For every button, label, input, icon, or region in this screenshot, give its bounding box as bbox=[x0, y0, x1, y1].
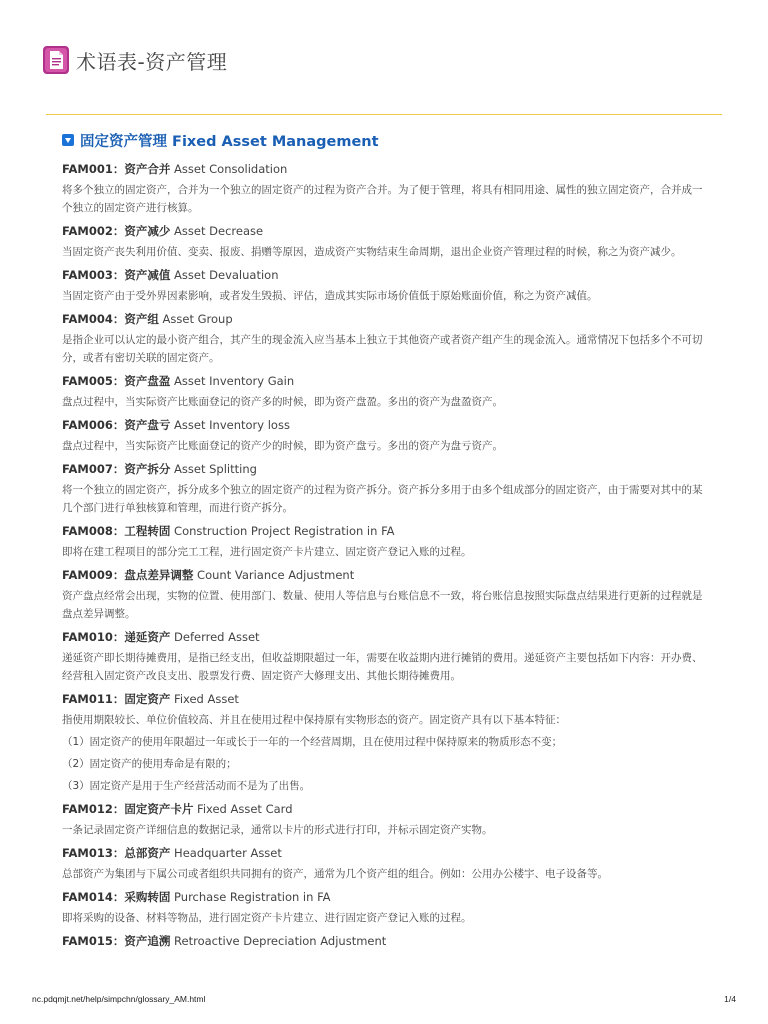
term-english: Deferred Asset bbox=[174, 630, 260, 644]
term-heading bbox=[62, 265, 712, 285]
section-heading: 固定资产管理 Fixed Asset Management bbox=[80, 133, 379, 150]
term-definition: 将多个独立的固定资产，合并为一个独立的固定资产的过程为资产合并。为了便于管理，将具有相同用途、属性的独立固定资产，合并成一个独立的固定资产进行核算。 bbox=[62, 184, 703, 214]
term-heading bbox=[62, 309, 712, 329]
term-heading bbox=[62, 689, 712, 709]
term-heading bbox=[62, 521, 712, 541]
term-english: Fixed Asset Card bbox=[197, 802, 293, 816]
term-code: FAM015：资产追溯 bbox=[62, 934, 171, 948]
term-english: Asset Consolidation bbox=[174, 162, 288, 176]
term-definition: 一条记录固定资产详细信息的数据记录，通常以卡片的形式进行打印，并标示固定资产实物。 bbox=[62, 824, 493, 836]
term-heading bbox=[62, 843, 712, 863]
term-definition: （1）固定资产的使用年限超过一年或长于一年的一个经营周期，且在使用过程中保持原来的物质形态不变； bbox=[62, 736, 563, 748]
term-code: FAM014：采购转固 bbox=[62, 890, 171, 904]
term-definition: （3）固定资产是用于生产经营活动而不是为了出售。 bbox=[62, 780, 311, 792]
term-english: Asset Splitting bbox=[174, 462, 257, 476]
footer-url: nc.pdqmjt.net/help/simpchn/glossary_AM.html bbox=[32, 994, 206, 1004]
term-definition: 当固定资产丧失利用价值、变卖、报废、捐赠等原因，造成资产实物结束生命周期，退出企业资产管理过程的时候，称之为资产减少。 bbox=[62, 246, 682, 258]
term-list bbox=[62, 159, 712, 951]
term-definition: 是指企业可以认定的最小资产组合，其产生的现金流入应当基本上独立于其他资产或者资产组产生的现金流入。通常情况下包括多个不可切分，或者有密切关联的固定资产。 bbox=[62, 334, 703, 364]
term-definition: 总部资产为集团与下属公司或者组织共同拥有的资产，通常为几个资产组的组合。例如：公用办公楼宇、电子设备等。 bbox=[62, 868, 608, 880]
term-definition: （2）固定资产的使用寿命是有限的； bbox=[62, 758, 237, 770]
term-definition: 盘点过程中，当实际资产比账面登记的资产少的时候，即为资产盘亏。多出的资产为盘亏资产。 bbox=[62, 440, 503, 452]
term-heading bbox=[62, 931, 712, 951]
term-code: FAM012：固定资产卡片 bbox=[62, 802, 194, 816]
page-title: 术语表-资产管理 bbox=[76, 49, 228, 74]
term-heading bbox=[62, 159, 712, 179]
term-english: Count Variance Adjustment bbox=[197, 568, 355, 582]
term-english: Purchase Registration in FA bbox=[174, 890, 331, 904]
document-icon bbox=[42, 45, 70, 75]
term-heading bbox=[62, 415, 712, 435]
term-code: FAM013：总部资产 bbox=[62, 846, 171, 860]
term-code: FAM006：资产盘亏 bbox=[62, 418, 171, 432]
term-code: FAM002：资产减少 bbox=[62, 224, 171, 238]
term-code: FAM008：工程转固 bbox=[62, 524, 171, 538]
footer-page-number: 1/4 bbox=[724, 994, 736, 1004]
glossary-section bbox=[62, 130, 712, 951]
page-header bbox=[42, 42, 227, 78]
term-code: FAM009：盘点差异调整 bbox=[62, 568, 194, 582]
term-heading bbox=[62, 887, 712, 907]
term-code: FAM010：递延资产 bbox=[62, 630, 171, 644]
term-code: FAM011：固定资产 bbox=[62, 692, 171, 706]
header-divider bbox=[46, 114, 722, 115]
term-code: FAM001：资产合并 bbox=[62, 162, 171, 176]
term-definition: 当固定资产由于受外界因素影响，或者发生毁损、评估，造成其实际市场价值低于原始账面价值，称之为资产减值。 bbox=[62, 290, 598, 302]
term-definition: 即将采购的设备、材料等物品，进行固定资产卡片建立、进行固定资产登记入账的过程。 bbox=[62, 912, 472, 924]
term-english: Asset Devaluation bbox=[174, 268, 279, 282]
term-heading bbox=[62, 799, 712, 819]
term-code: FAM005：资产盘盈 bbox=[62, 374, 171, 388]
term-english: Asset Decrease bbox=[174, 224, 264, 238]
term-definition: 资产盘点经常会出现，实物的位置、使用部门、数量、使用人等信息与台账信息不一致，将台账信息按照实际盘点结果进行更新的过程就是盘点差异调整。 bbox=[62, 590, 703, 620]
term-heading bbox=[62, 371, 712, 391]
term-definition: 指使用期限较长、单位价值较高、并且在使用过程中保持原有实物形态的资产。固定资产具有以下基本特征： bbox=[62, 714, 566, 726]
term-english: Asset Inventory loss bbox=[174, 418, 290, 432]
collapse-toggle-icon[interactable] bbox=[62, 134, 74, 146]
term-english: Construction Project Registration in FA bbox=[174, 524, 395, 538]
term-english: Retroactive Depreciation Adjustment bbox=[174, 934, 387, 948]
term-english: Fixed Asset bbox=[174, 692, 239, 706]
term-code: FAM004：资产组 bbox=[62, 312, 159, 326]
term-definition: 将一个独立的固定资产，拆分成多个独立的固定资产的过程为资产拆分。资产拆分多用于由多个组成部分的固定资产，由于需要对其中的某几个部门进行单独核算和管理，而进行资产拆分。 bbox=[62, 484, 703, 514]
term-code: FAM003：资产减值 bbox=[62, 268, 171, 282]
term-english: Headquarter Asset bbox=[174, 846, 282, 860]
term-heading bbox=[62, 565, 712, 585]
term-code: FAM007：资产拆分 bbox=[62, 462, 171, 476]
term-heading bbox=[62, 459, 712, 479]
term-definition: 递延资产即长期待摊费用，是指已经支出，但收益期限超过一年，需要在收益期内进行摊销的费用。递延资产主要包括如下内容：开办费、经营租入固定资产改良支出、股票发行费、固定资产大修理支出、其他长期待摊费用。 bbox=[62, 652, 703, 682]
term-english: Asset Inventory Gain bbox=[174, 374, 295, 388]
term-definition: 即将在建工程项目的部分完工工程，进行固定资产卡片建立、固定资产登记入账的过程。 bbox=[62, 546, 472, 558]
term-definition: 盘点过程中，当实际资产比账面登记的资产多的时候，即为资产盘盈。多出的资产为盘盈资产。 bbox=[62, 396, 503, 408]
section-title-row[interactable] bbox=[62, 130, 712, 150]
term-english: Asset Group bbox=[162, 312, 233, 326]
term-heading bbox=[62, 221, 712, 241]
term-heading bbox=[62, 627, 712, 647]
